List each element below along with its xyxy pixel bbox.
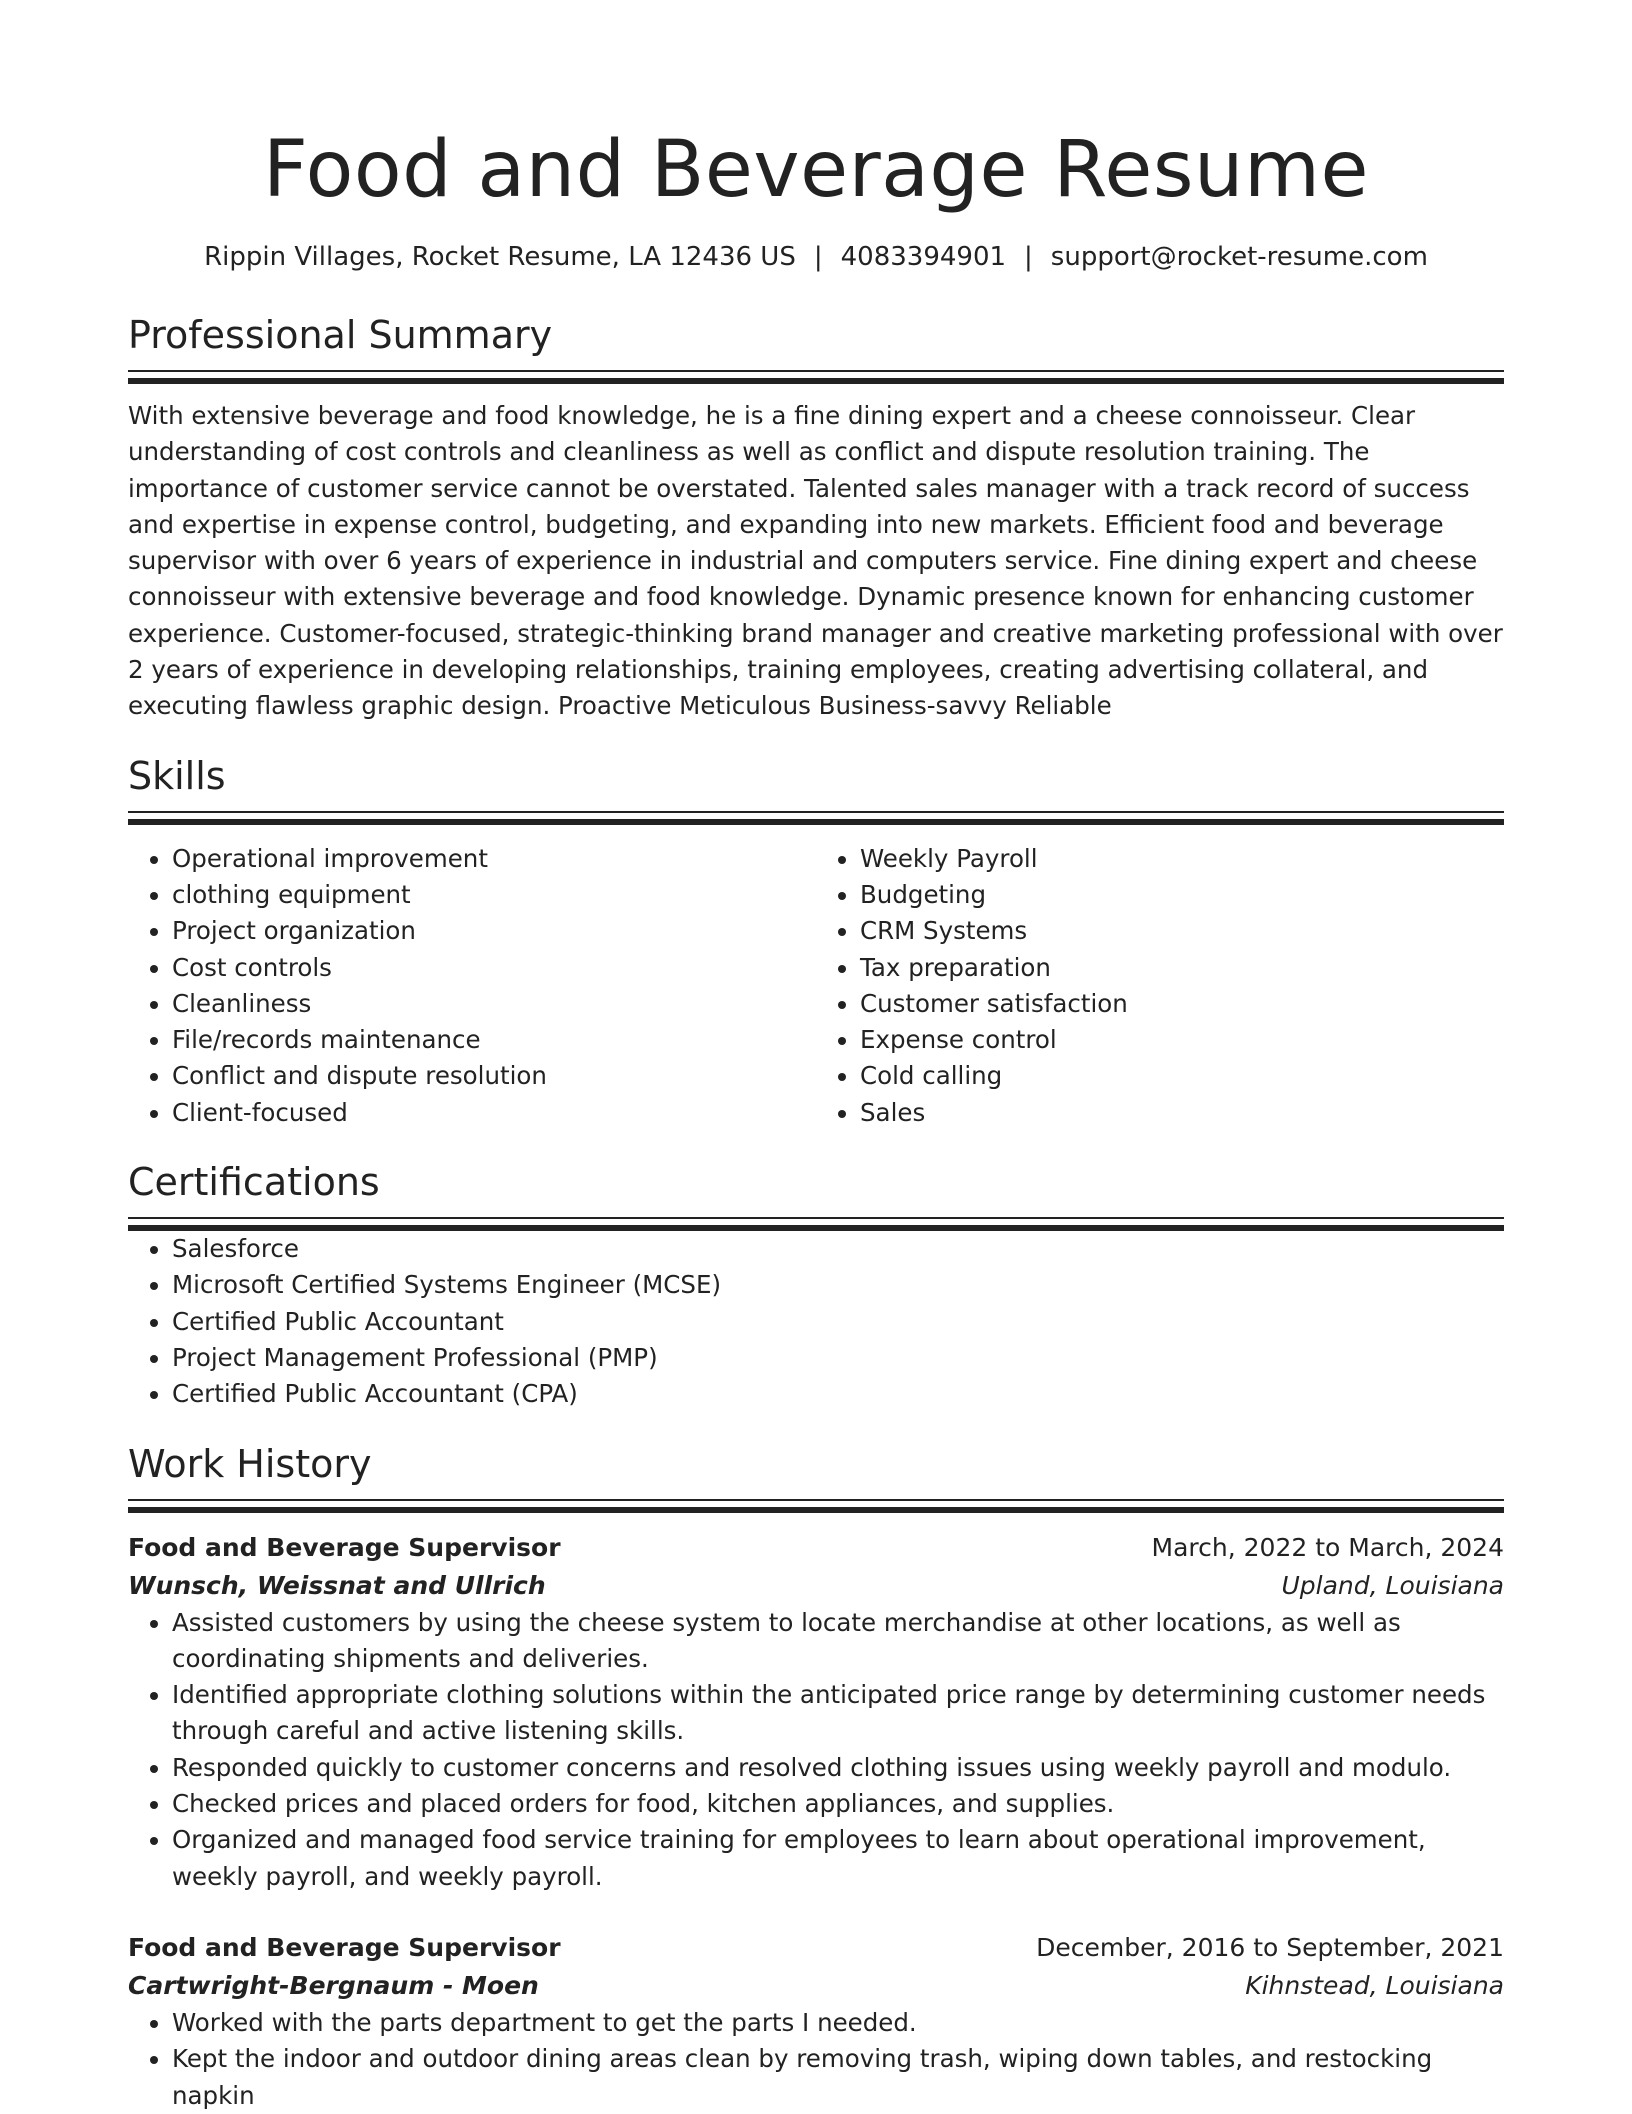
job-duty-item: • Organized and managed food service training for employees to learn about operational improvement, weekly payroll, and weekly payroll. xyxy=(172,1822,1504,1895)
contact-address: Rippin Villages, Rocket Resume, LA 12436 US xyxy=(204,242,796,272)
certification-item: • Certified Public Accountant xyxy=(172,1304,1504,1340)
skill-item: • Customer satisfaction xyxy=(860,986,1504,1022)
section-divider xyxy=(128,1499,1504,1513)
contact-email: support@rocket-resume.com xyxy=(1050,242,1428,272)
skill-item: • Cleanliness xyxy=(172,986,816,1022)
skill-item: • Operational improvement xyxy=(172,841,816,877)
work-history-heading: Work History xyxy=(128,1441,372,1486)
job-duty-item: • Worked with the parts department to get the parts I needed. xyxy=(172,2005,1504,2041)
job-company-row xyxy=(128,1567,1504,1605)
section-divider xyxy=(128,370,1504,384)
job-duty-item: • Responded quickly to customer concerns and resolved clothing issues using weekly payroll and modulo. xyxy=(172,1750,1504,1786)
certifications-section xyxy=(128,1159,1504,1412)
skills-columns xyxy=(128,841,1504,1131)
job-title: Food and Beverage Supervisor xyxy=(128,1532,561,1562)
skill-item: • Conflict and dispute resolution xyxy=(172,1058,816,1094)
contact-phone: 4083394901 xyxy=(840,242,1007,272)
job-duty-item: • Checked prices and placed orders for food, kitchen appliances, and supplies. xyxy=(172,1786,1504,1822)
job-duty-item: • Assisted customers by using the cheese system to locate merchandise at other locations, as well as coordinating shipments and deliveries. xyxy=(172,1605,1504,1678)
skill-item: • Expense control xyxy=(860,1022,1504,1058)
skill-item: • Tax preparation xyxy=(860,950,1504,986)
job-entry xyxy=(128,1529,1504,1895)
job-location: Kihnstead, Louisiana xyxy=(1245,1970,1504,2000)
skill-item: • Sales xyxy=(860,1095,1504,1131)
job-dates: December, 2016 to September, 2021 xyxy=(1036,1932,1504,1962)
certifications-list xyxy=(128,1231,1504,1412)
job-dates: March, 2022 to March, 2024 xyxy=(1151,1532,1504,1562)
skill-item: • Client-focused xyxy=(172,1095,816,1131)
skills-list-left xyxy=(128,841,816,1131)
skill-item: • Weekly Payroll xyxy=(860,841,1504,877)
job-company: Wunsch, Weissnat and Ullrich xyxy=(128,1570,546,1600)
resume-title: Food and Beverage Resume xyxy=(263,125,1369,215)
contact-separator: | xyxy=(813,242,823,272)
skill-item: • Cold calling xyxy=(860,1058,1504,1094)
contact-separator: | xyxy=(1024,242,1033,272)
section-divider xyxy=(128,1217,1504,1231)
certifications-heading: Certifications xyxy=(128,1160,380,1205)
section-divider xyxy=(128,811,1504,825)
contact-line xyxy=(128,240,1504,274)
job-title: Food and Beverage Supervisor xyxy=(128,1932,561,1962)
job-header-row xyxy=(128,1529,1504,1567)
skill-item: • Project organization xyxy=(172,913,816,949)
skill-item: • CRM Systems xyxy=(860,913,1504,949)
summary-text: With extensive beverage and food knowledge, he is a fine dining expert and a cheese connoisseur. Clear understanding of cost controls and cleanliness as well as conflict and dispute resolution training. The importance of customer service cannot be overstated. Talented sales manager with a track record of success and expertise in expense control, budgeting, and expanding into new markets. Efficient food and beverage supervisor with over 6 years of experience in industrial and computers service. Fine dining expert and cheese connoisseur with extensive beverage and food knowledge. Dynamic presence known for enhancing customer experience. Customer-focused, strategic-thinking brand manager and creative marketing professional with over 2 years of experience in developing relationships, training employees, creating advertising collateral, and executing flawless graphic design. Proactive Meticulous Business-savvy Reliable xyxy=(128,401,1503,721)
skill-item: • Budgeting xyxy=(860,877,1504,913)
skill-item: • Cost controls xyxy=(172,950,816,986)
job-duties-list xyxy=(128,1605,1504,1895)
certification-item: • Project Management Professional (PMP) xyxy=(172,1340,1504,1376)
skills-list-right xyxy=(816,841,1504,1131)
job-duties-list xyxy=(128,2005,1504,2114)
skill-item: • clothing equipment xyxy=(172,877,816,913)
work-history-section xyxy=(128,1441,1504,2114)
job-duty-item: • Identified appropriate clothing solutions within the anticipated price range by determining customer needs through careful and active listening skills. xyxy=(172,1677,1504,1750)
skill-item: • File/records maintenance xyxy=(172,1022,816,1058)
job-company-row xyxy=(128,1967,1504,2005)
summary-section xyxy=(128,312,1504,725)
job-header-row xyxy=(128,1929,1504,1967)
summary-heading: Professional Summary xyxy=(128,313,553,357)
job-location: Upland, Louisiana xyxy=(1281,1570,1504,1600)
job-company: Cartwright-Bergnaum - Moen xyxy=(128,1970,539,2000)
skills-section xyxy=(128,753,1504,1131)
certification-item: • Microsoft Certified Systems Engineer (MCSE) xyxy=(172,1267,1504,1303)
skills-heading: Skills xyxy=(128,753,226,798)
certification-item: • Certified Public Accountant (CPA) xyxy=(172,1376,1504,1412)
certification-item: • Salesforce xyxy=(172,1231,1504,1267)
job-duty-item: • Kept the indoor and outdoor dining areas clean by removing trash, wiping down tables, and restocking napkin xyxy=(172,2041,1504,2114)
job-entry xyxy=(128,1929,1504,2114)
